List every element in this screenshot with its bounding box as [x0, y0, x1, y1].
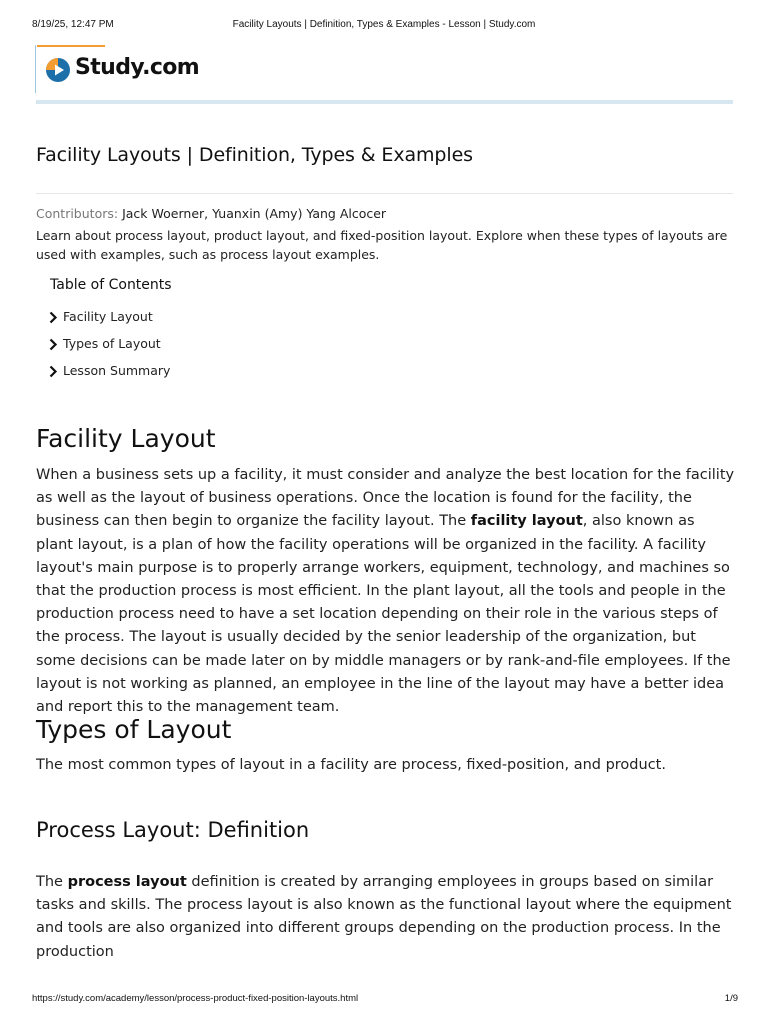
chevron-right-icon: [48, 365, 58, 378]
section-heading-process-layout: Process Layout: Definition: [36, 818, 310, 842]
title-divider: [36, 193, 733, 194]
term-process-layout: process layout: [67, 874, 187, 890]
chevron-right-icon: [48, 338, 58, 351]
chevron-right-icon: [48, 311, 58, 324]
print-footer: [0, 993, 768, 1007]
term-facility-layout: facility layout: [470, 513, 583, 530]
page-title: Facility Layouts | Definition, Types & Examples: [36, 144, 473, 166]
toc-item-label: Types of Layout: [63, 336, 161, 351]
section-heading-types-of-layout: Types of Layout: [36, 715, 232, 744]
facility-layout-paragraph: [36, 464, 736, 719]
logo-accent-line: [37, 45, 105, 47]
print-header: [0, 19, 768, 33]
toc-heading: Table of Contents: [50, 277, 172, 293]
contributors-label: Contributors:: [36, 206, 119, 221]
print-doc-title: Facility Layouts | Definition, Types & Examples - Lesson | Study.com: [232, 19, 536, 30]
toc-item-label: Lesson Summary: [63, 363, 171, 378]
table-of-contents: [48, 309, 170, 390]
paragraph-text: definition is created by arranging employees in groups based on similar tasks and skills. The process layout is also known as the functional layout where the equipment and tools are also organized into different groups depending on the production process. In the production: [36, 874, 732, 960]
header-divider: [36, 100, 733, 104]
section-heading-facility-layout: Facility Layout: [36, 424, 216, 453]
page-number: 1/9: [724, 993, 738, 1004]
play-logo-icon: [46, 58, 70, 82]
toc-item-lesson-summary[interactable]: [48, 363, 170, 390]
contributors-line: [36, 206, 386, 221]
process-layout-paragraph: [36, 871, 736, 964]
contributors-names: Jack Woerner, Yuanxin (Amy) Yang Alcocer: [122, 206, 387, 221]
paragraph-text: When a business sets up a facility, it must consider and analyze the best location for the facility as well as the layout of business operations. Once the location is found for the facility, the business can then begin to organize the facility layout. The: [36, 467, 735, 530]
paragraph-text: , also known as plant layout, is a plan of how the facility operations will be organized in the facility. A facility layout's main purpose is to properly arrange workers, equipment, technology, and machines so that the production process is most efficient. In the plant layout, all the tools and people in the production process need to have a set location depending on their role in the various steps of the process. The layout is usually decided by the senior leadership of the organization, but some decisions can be made later on by middle managers or by rank-and-file employees. If the layout is not working as planned, an employee in the line of the layout may have a better idea and report this to the management team.: [36, 513, 731, 716]
print-url: https://study.com/academy/lesson/process-product-fixed-position-layouts.html: [32, 993, 359, 1004]
toc-item-facility-layout[interactable]: [48, 309, 170, 336]
logo-text: Study.com: [75, 55, 200, 80]
logo-frame-line: [35, 45, 36, 93]
types-of-layout-paragraph: The most common types of layout in a facility are process, fixed-position, and product.: [36, 757, 666, 773]
site-logo[interactable]: [35, 45, 235, 93]
lesson-intro: Learn about process layout, product layout, and fixed-position layout. Explore when these types of layouts are used with examples, such as process layout examples.: [36, 228, 728, 262]
toc-item-label: Facility Layout: [63, 309, 153, 324]
toc-item-types-of-layout[interactable]: [48, 336, 170, 363]
paragraph-text: The: [36, 874, 68, 890]
print-datetime: 8/19/25, 12:47 PM: [32, 19, 114, 30]
